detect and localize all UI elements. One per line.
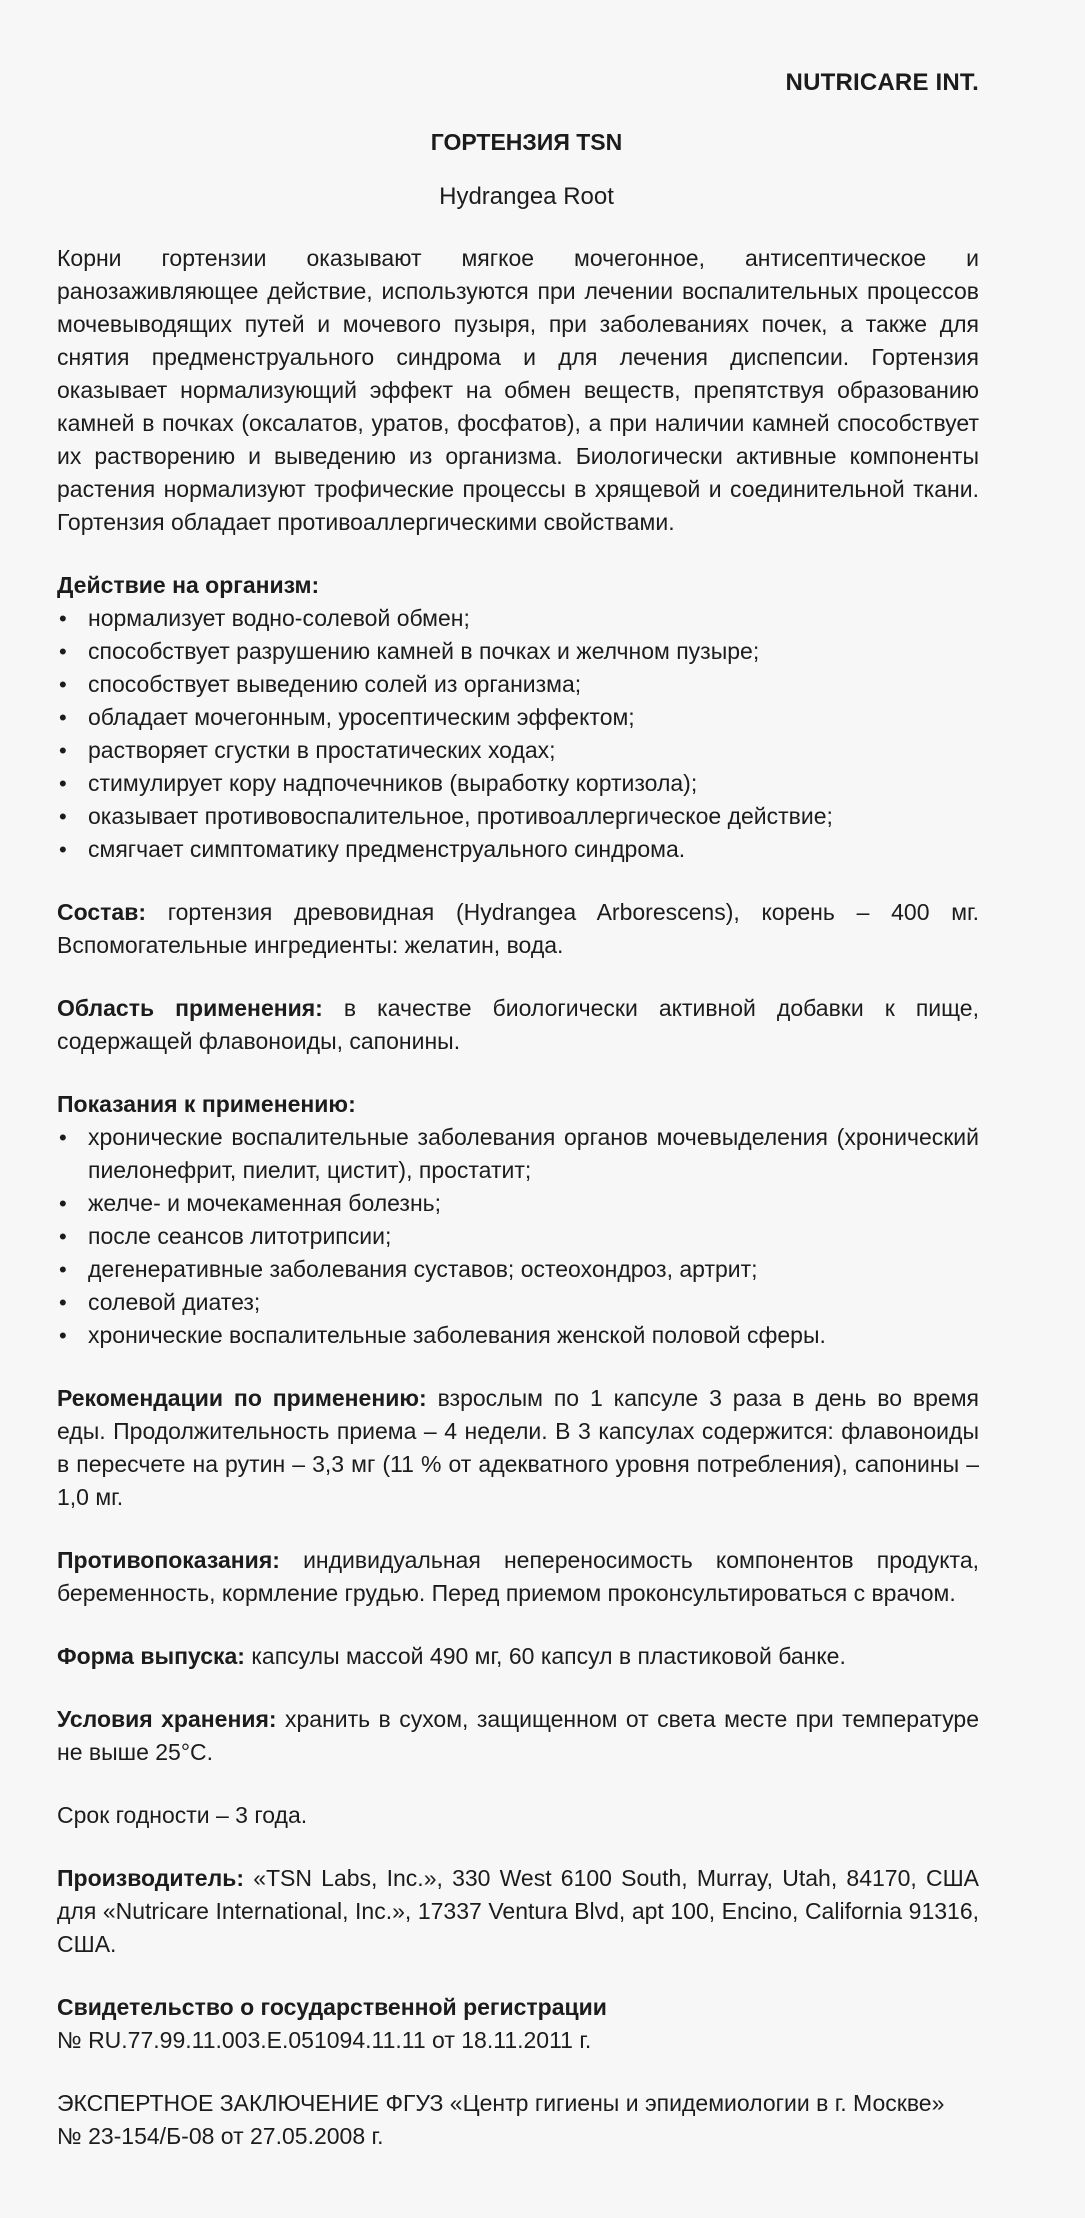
- list-item: • растворяет сгустки в простатических ходах;: [57, 734, 979, 767]
- application-label: Область применения:: [57, 995, 323, 1021]
- list-item: • способствует разрушению камней в почках и желчном пузыре;: [57, 635, 979, 668]
- recommendations-label: Рекомендации по применению:: [57, 1385, 427, 1411]
- indications-list: [57, 1121, 979, 1352]
- action-section: [57, 569, 979, 866]
- list-item: • оказывает противовоспалительное, противоаллергическое действие;: [57, 800, 979, 833]
- recommendations-paragraph: [57, 1382, 979, 1514]
- expert-line-1: ЭКСПЕРТНОЕ ЗАКЛЮЧЕНИЕ ФГУЗ «Центр гигиены и эпидемиологии в г. Москве»: [57, 2090, 945, 2116]
- registration-heading: Свидетельство о государственной регистрации: [57, 1994, 607, 2020]
- composition-label: Состав:: [57, 899, 147, 925]
- form-text: капсулы массой 490 мг, 60 капсул в пластиковой банке.: [244, 1643, 846, 1669]
- contraindications-label: Противопоказания:: [57, 1547, 280, 1573]
- manufacturer-label: Производитель:: [57, 1865, 244, 1891]
- indications-section: [57, 1088, 979, 1352]
- recommendations-text: взрослым по 1 капсуле 3 раза в день во время еды. Продолжительность приема – 4 недели. В 3 капсулах содержится: флавоноиды в пересчете на рутин – 3,3 мг (11 % от адекватного уровня потребления), сапонины – 1,0 мг.: [57, 1385, 979, 1510]
- action-heading: Действие на организм:: [57, 572, 320, 598]
- application-text: в качестве биологически активной добавки к пище, содержащей флавоноиды, сапонины.: [57, 995, 979, 1054]
- expert-line-2: № 23-154/Б-08 от 27.05.2008 г.: [57, 2123, 384, 2149]
- contraindications-paragraph: [57, 1544, 979, 1610]
- list-item: • стимулирует кору надпочечников (выработку кортизола);: [57, 767, 979, 800]
- action-list: [57, 602, 979, 866]
- list-item: • дегенеративные заболевания суставов; остеохондроз, артрит;: [57, 1253, 979, 1286]
- product-subtitle: Hydrangea Root: [439, 183, 614, 210]
- expert-section: [57, 2087, 979, 2153]
- storage-paragraph: [57, 1703, 979, 1769]
- registration-section: [57, 1991, 979, 2057]
- product-title: ГОРТЕНЗИЯ TSN: [430, 129, 623, 155]
- registration-number: № RU.77.99.11.003.Е.051094.11.11 от 18.11.2011 г.: [57, 2027, 592, 2053]
- form-paragraph: [57, 1640, 979, 1673]
- indications-heading: Показания к применению:: [57, 1091, 356, 1117]
- list-item: • смягчает симптоматику предменструального синдрома.: [57, 833, 979, 866]
- storage-label: Условия хранения:: [57, 1706, 277, 1732]
- application-paragraph: [57, 992, 979, 1058]
- contraindications-text: индивидуальная непереносимость компонентов продукта, беременность, кормление грудью. Перед приемом проконсультироваться с врачом.: [57, 1547, 979, 1606]
- intro-paragraph: Корни гортензии оказывают мягкое мочегонное, антисептическое и ранозаживляющее действие, используются при лечении воспалительных процессов мочевыводящих путей и мочевого пузыря, при заболеваниях почек, а также для снятия предменструального синдрома и для лечения диспепсии. Гортензия оказывает нормализующий эффект на обмен веществ, препятствуя образованию камней в почках (оксалатов, уратов, фосфатов), а при наличии камней способствует их растворению и выведению из организма. Биологически активные компоненты растения нормализуют трофические процессы в хрящевой и соединительной ткани. Гортензия обладает противоаллергическими свойствами.: [57, 245, 979, 535]
- list-item: • после сеансов литотрипсии;: [57, 1220, 979, 1253]
- list-item: • хронические воспалительные заболевания женской половой сферы.: [57, 1319, 979, 1352]
- company-name: NUTRICARE INT.: [785, 69, 979, 96]
- manufacturer-paragraph: [57, 1862, 979, 1961]
- list-item: • хронические воспалительные заболевания органов мочевыделения (хронический пиелонефрит, пиелит, цистит), простатит;: [57, 1121, 979, 1187]
- list-item: • обладает мочегонным, уросептическим эффектом;: [57, 701, 979, 734]
- list-item: • солевой диатез;: [57, 1286, 979, 1319]
- list-item: • нормализует водно-солевой обмен;: [57, 602, 979, 635]
- manufacturer-text: «TSN Labs, Inc.», 330 West 6100 South, Murray, Utah, 84170, США для «Nutricare International, Inc.», 17337 Ventura Blvd, apt 100, Encino, California 91316, США.: [57, 1865, 979, 1957]
- composition-paragraph: [57, 896, 979, 962]
- list-item: • желче- и мочекаменная болезнь;: [57, 1187, 979, 1220]
- form-label: Форма выпуска:: [57, 1643, 245, 1669]
- list-item: • способствует выведению солей из организма;: [57, 668, 979, 701]
- storage-text: хранить в сухом, защищенном от света месте при температуре не выше 25°C.: [57, 1706, 979, 1765]
- document-body: [57, 242, 979, 2153]
- composition-text: гортензия древовидная (Hydrangea Arborescens), корень – 400 мг. Вспомогательные ингредиенты: желатин, вода.: [57, 899, 979, 958]
- shelf-life: Срок годности – 3 года.: [57, 1802, 308, 1828]
